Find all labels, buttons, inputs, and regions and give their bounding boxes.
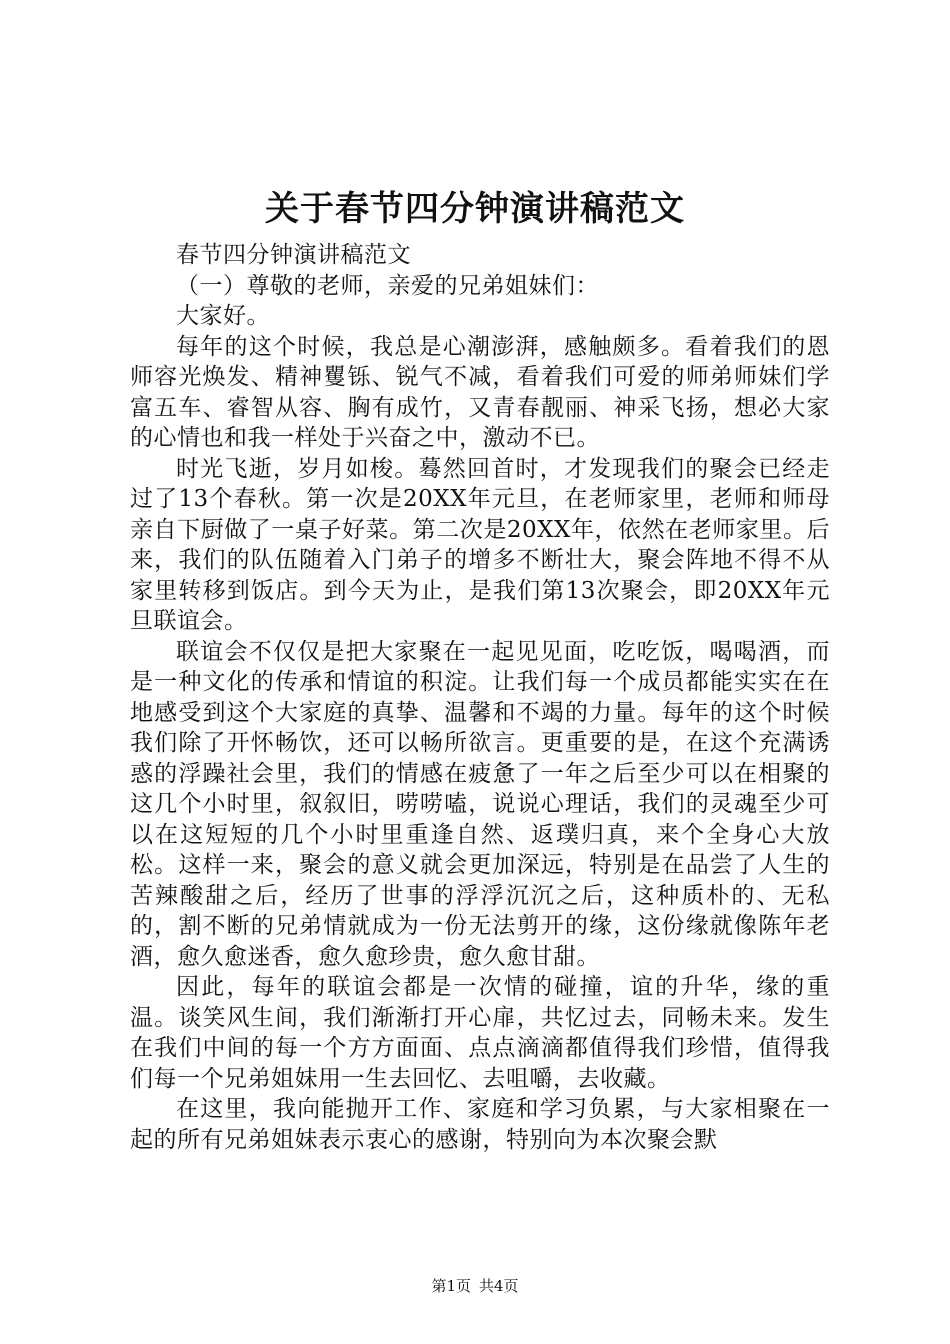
salutation-paragraph: （一）尊敬的老师，亲爱的兄弟姐妹们： — [176, 272, 599, 299]
subtitle-paragraph: 春节四分钟演讲稿范文 — [176, 242, 411, 268]
page-footer — [0, 1276, 950, 1296]
page-total: 共4页 — [479, 1277, 519, 1295]
body-paragraph: 联谊会不仅仅是把大家聚在一起见见面，吃吃饭，喝喝酒，而是一种文化的传承和情谊的积淀。让我们每一个成员都能实实在在地感受到这个大家庭的真挚、温馨和不竭的力量。每年的这个时候我们除了开怀畅饮，还可以畅所欲言。更重要的是，在这个充满诱惑的浮躁社会里，我们的情感在疲惫了一年之后至少可以在相聚的这几个小时里，叙叙旧，唠唠嗑，说说心理话，我们的灵魂至少可以在这短短的几个小时里重逢自然、返璞归真，来个全身心大放松。这样一来，聚会的意义就会更加深远，特别是在品尝了人生的苦辣酸甜之后，经历了世事的浮浮沉沉之后，这种质朴的、无私的，割不断的兄弟情就成为一份无法剪开的缘，这份缘就像陈年老酒，愈久愈迷香，愈久愈珍贵，愈久愈甘甜。 — [130, 638, 830, 970]
body-paragraph: 时光飞逝，岁月如梭。蓦然回首时，才发现我们的聚会已经走过了13个春秋。第一次是20XX年元旦，在老师家里，老师和师母亲自下厨做了一桌子好菜。第二次是20XX年，依然在老师家里。后来，我们的队伍随着入门弟子的增多不断壮大，聚会阵地不得不从家里转移到饭店。到今天为止，是我们第13次聚会，即20XX年元旦联谊会。 — [130, 455, 830, 634]
page-title: 关于春节四分钟演讲稿范文 — [265, 189, 685, 229]
greeting-paragraph: 大家好。 — [176, 303, 270, 329]
body-paragraph: 在这里，我向能抛开工作、家庭和学习负累，与大家相聚在一起的所有兄弟姐妹表示衷心的感谢，特别向为本次聚会默 — [130, 1096, 830, 1153]
document-body — [130, 240, 830, 1155]
body-paragraph: 因此，每年的联谊会都是一次情的碰撞，谊的升华，缘的重温。谈笑风生间，我们渐渐打开心扉，共忆过去，同畅未来。发生在我们中间的每一个方方面面、点点滴滴都值得我们珍惜，值得我们每一个兄弟姐妹用一生去回忆、去咀嚼，去收藏。 — [130, 974, 830, 1092]
body-paragraph: 每年的这个时候，我总是心潮澎湃，感触颇多。看着我们的恩师容光焕发、精神矍铄、锐气不减，看着我们可爱的师弟师妹们学富五车、睿智从容、胸有成竹，又青春靓丽、神采飞扬，想必大家的心情也和我一样处于兴奋之中，激动不已。 — [130, 333, 830, 451]
page-number: 第1页 — [431, 1277, 471, 1295]
